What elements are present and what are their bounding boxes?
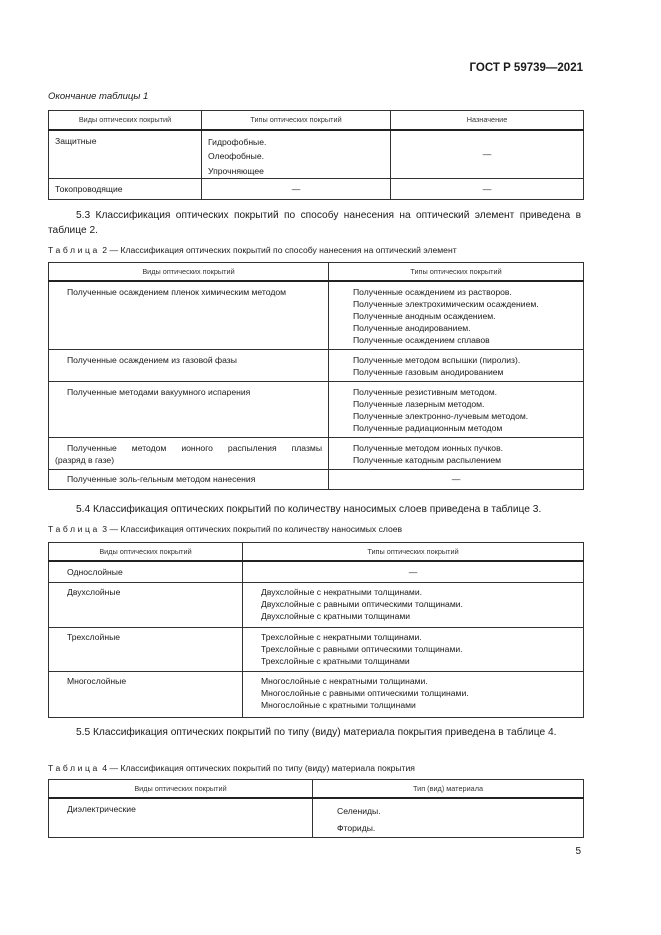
table1-kind-cell: Токопроводящие: [55, 184, 123, 194]
table2-type-line: Полученные газовым анодированием: [353, 366, 504, 377]
document-standard-number: ГОСТ Р 59739—2021: [469, 62, 583, 74]
table4-caption: [48, 763, 415, 773]
table4-caption-text: 4 — Классификация оптических покрытий по типу (виду) материала покрытия: [99, 763, 415, 773]
table2-caption-label: Таблица: [48, 245, 100, 255]
table2-type-line: Полученные резистивным методом.: [353, 386, 498, 397]
table-row: [49, 469, 584, 489]
table3-type-line: Трехслойные с равными оптическими толщинами.: [261, 643, 463, 654]
table2-kind-cell: Полученные золь-гельным методом нанесения: [67, 474, 256, 484]
table1-purpose-cell: —: [482, 149, 492, 160]
table3-col-kind: Виды оптических покрытий: [49, 543, 243, 562]
table-row: [49, 671, 584, 717]
table2-type-line: Полученные осаждением сплавов: [353, 335, 490, 346]
table1-type-line: Олеофобные.: [208, 151, 265, 161]
table-row: [49, 130, 584, 179]
table-row: [49, 281, 584, 349]
table2-caption: [48, 245, 457, 255]
table2-type-line: Полученные лазерным методом.: [353, 398, 485, 409]
section-5-4-paragraph: 5.4 Классификация оптических покрытий по количеству наносимых слоев приведена в таблице 3.: [76, 504, 542, 515]
table2-kind-cell: Полученные методами вакуумного испарения: [67, 386, 251, 397]
table1-col-types: Типы оптических покрытий: [202, 111, 391, 130]
table3-type-line: Многослойные с некратными толщинами.: [261, 675, 428, 686]
table4-col-types: Тип (вид) материала: [313, 780, 584, 799]
table3-col-types: Типы оптических покрытий: [243, 543, 584, 562]
table4-kind-cell: Диэлектрические: [67, 804, 136, 814]
table3-type-line: Двухслойные с некратными толщинами.: [261, 586, 423, 597]
table1-continuation: [48, 110, 584, 200]
table4: [48, 779, 584, 838]
table3: [48, 542, 584, 718]
table-row: [49, 349, 584, 381]
table2-kind-cell: Полученные методом ионного распыления плазмы: [67, 442, 322, 453]
table3-kind-cell: Однослойные: [67, 566, 123, 577]
table3-caption: [48, 524, 402, 534]
table2-type-line: Полученные катодным распылением: [353, 454, 502, 465]
table2-col-kind: Виды оптических покрытий: [49, 263, 329, 282]
table2-kind-cell: (разряд в газе): [55, 454, 115, 465]
table3-kind-cell: Трехслойные: [67, 631, 121, 642]
table3-kind-cell: Многослойные: [67, 675, 127, 686]
table-row: [49, 627, 584, 671]
table3-caption-label: Таблица: [48, 524, 100, 534]
table3-type-line: Многослойные с равными оптическими толщинами.: [261, 687, 469, 698]
section-5-5-paragraph: 5.5 Классификация оптических покрытий по типу (виду) материала покрытия приведена в таблице 4.: [76, 727, 557, 738]
table2-type-line: Полученные анодированием.: [353, 323, 471, 334]
table2-type-line: Полученные радиационным методом: [353, 422, 503, 433]
page-number: 5: [575, 846, 581, 857]
table1-kind-cell: Защитные: [55, 135, 97, 146]
table1-type-line: Гидрофобные.: [208, 136, 267, 147]
table2-type-cell: —: [451, 474, 461, 484]
table-row: [49, 798, 584, 838]
table1-continuation-caption: Окончание таблицы 1: [48, 91, 149, 102]
table2: [48, 262, 584, 490]
table3-type-cell: —: [408, 566, 418, 577]
table-row: [49, 561, 584, 582]
table4-caption-label: Таблица: [48, 763, 100, 773]
table3-kind-cell: Двухслойные: [67, 586, 121, 597]
table3-type-line: Трехслойные с кратными толщинами: [261, 655, 410, 666]
table2-type-line: Полученные осаждением из растворов.: [353, 287, 512, 297]
table2-kind-cell: Полученные осаждением пленок химическим методом: [67, 287, 287, 297]
table4-type-line: Фториды.: [337, 823, 376, 833]
table1-purpose-cell: —: [482, 184, 492, 194]
table1-col-kind: Виды оптических покрытий: [49, 111, 202, 130]
table-row: [49, 381, 584, 437]
table2-type-line: Полученные методом вспышки (пиролиз).: [353, 354, 521, 365]
table2-type-line: Полученные электронно-лучевым методом.: [353, 410, 529, 421]
table2-caption-text: 2 — Классификация оптических покрытий по способу нанесения на оптический элемент: [99, 245, 457, 255]
table1-type-line: Упрочняющее: [208, 165, 264, 176]
table-row: [49, 437, 584, 469]
table2-col-types: Типы оптических покрытий: [329, 263, 584, 282]
table4-type-line: Селениды.: [337, 806, 381, 816]
section-5-3-paragraph: 5.3 Классификация оптических покрытий по способу нанесения на оптический элемент приведена в таблице 2.: [48, 210, 581, 236]
table2-kind-cell: Полученные осаждением из газовой фазы: [67, 354, 237, 365]
table2-type-line: Полученные методом ионных пучков.: [353, 442, 504, 453]
table-row: [49, 582, 584, 627]
table-row: [49, 179, 584, 200]
table3-type-line: Двухслойные с кратными толщинами: [261, 610, 411, 621]
table2-type-line: Полученные анодным осаждением.: [353, 311, 496, 322]
table2-type-line: Полученные электрохимическим осаждением.: [353, 299, 539, 310]
table3-type-line: Трехслойные с некратными толщинами.: [261, 631, 422, 642]
table3-type-line: Многослойные с кратными толщинами: [261, 699, 416, 710]
table4-col-kind: Виды оптических покрытий: [49, 780, 313, 799]
table1-type-cell: —: [291, 184, 301, 194]
table1-col-purpose: Назначение: [391, 111, 584, 130]
table3-caption-text: 3 — Классификация оптических покрытий по количеству наносимых слоев: [99, 524, 403, 534]
table3-type-line: Двухслойные с равными оптическими толщинами.: [261, 598, 463, 609]
